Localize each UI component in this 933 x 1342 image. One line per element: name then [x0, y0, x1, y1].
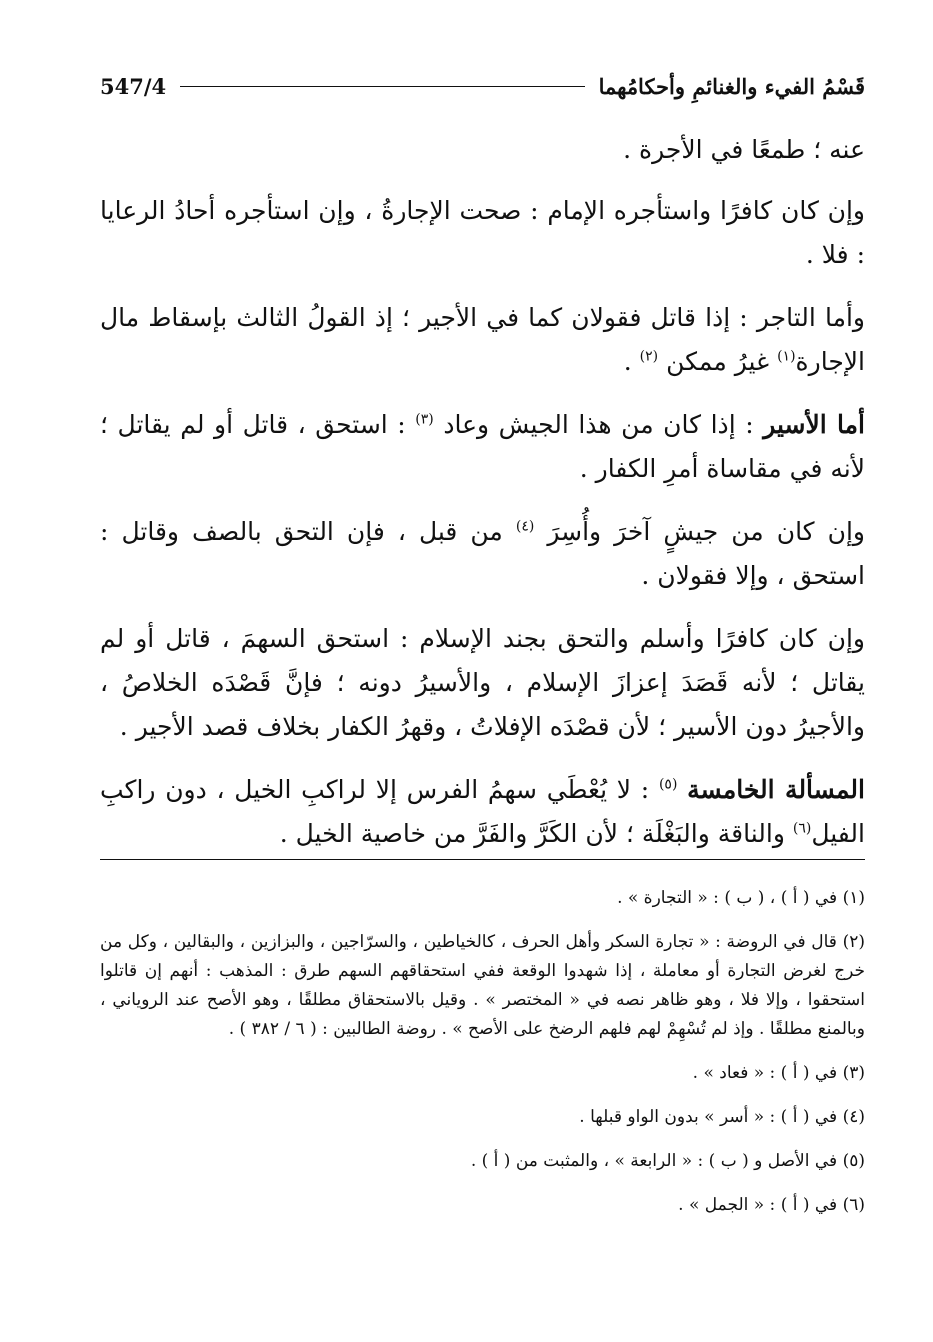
paragraph-5 [100, 510, 865, 598]
page-number: 547/4 [100, 73, 167, 99]
footnote-6: (٦) في ( أ ) : « الجمل » . [678, 1195, 865, 1215]
footnote-ref-5[interactable]: (٥) [658, 776, 678, 793]
footnote-5: (٥) في الأصل و ( ب ) : « الرابعة » ، والمثبت من ( أ ) . [470, 1151, 865, 1171]
paragraph-3-text-b: غيرُ ممكن [658, 347, 778, 376]
main-text [100, 128, 865, 875]
section-lead-prisoner: أما الأسير [763, 410, 865, 439]
header-rule [180, 86, 584, 87]
paragraph-3 [100, 296, 865, 384]
footnote-3: (٣) في ( أ ) : « فعاد » . [692, 1063, 865, 1083]
footnote-ref-6[interactable]: (٦) [792, 820, 812, 837]
footnote-separator [100, 859, 865, 860]
paragraph-1: عنه ؛ طمعًا في الأجرة . [623, 135, 865, 164]
paragraph-3-text-a: وأما التاجر : إذا قاتل فقولان كما في الأجير ؛ إذ القولُ الثالث بإسقاط مال الإجارة [100, 303, 865, 376]
paragraph-7 [100, 768, 865, 856]
paragraph-3-text-c: . [623, 347, 640, 376]
footnote-4: (٤) في ( أ ) : « أسر » بدون الواو قبلها . [579, 1107, 865, 1127]
running-title: قَسْمُ الفيء والغنائمِ وأحكامُهما [598, 73, 865, 99]
footnote-ref-2[interactable]: (٢) [639, 348, 659, 365]
paragraph-2: وإن كان كافرًا واستأجره الإمام : صحت الإجارةُ ، وإن استأجره أحادُ الرعايا : فلا . [100, 196, 865, 269]
footnote-ref-3[interactable]: (٣) [415, 411, 434, 428]
paragraph-4 [100, 403, 865, 491]
footnote-2: (٢) قال في الروضة : « تجارة السكر وأهل الحرف ، كالخياطين ، والسرّاجين ، والبزازين ، والبقالين ، وكل من خرج لغرض التجارة أو معاملة ، إذا شهدوا الوقعة ففي استحقاقهم السهم طرق : المذهب : أنهم إن قاتلوا استحقوا ، وإلا فلا ، وهو ظاهر نصه في « المختصر » . وقيل بالاستحقاق مطلقًا ، وهو الأصح عند الروياني ، وبالمنع مطلقًا . وإذ لم تُسْهِمْ لهم فلهم الرضخ على الأصح » . روضة الطالبين : ( ٦ / ٣٨٢ ) . [100, 932, 865, 1039]
paragraph-5-text-b: من قبل ، فإن التحق بالصف وقاتل : استحق ، وإلا فقولان . [100, 517, 865, 590]
footnote-ref-1[interactable]: (١) [777, 348, 796, 365]
paragraph-4-text-b: : استحق ، قاتل أو لم يقاتل ؛ لأنه في مقاساة أمرِ الكفار . [100, 410, 865, 483]
paragraph-7-text-a: : لا يُعْطَي سهمُ الفرس إلا لراكبِ الخيل ، دون راكبِ الفيل [100, 775, 865, 848]
paragraph-5-text-a: وإن كان من جيشٍ آخرَ وأُسِرَ [534, 517, 865, 546]
section-lead-fifth-issue: المسألة الخامسة [687, 775, 865, 804]
paragraph-7-text-b: والناقة والبَغْلَة ؛ لأن الكَرَّ والفَرَّ من خاصية الخيل . [279, 819, 793, 848]
paragraph-4-text-a: : إذا كان من هذا الجيش وعاد [433, 410, 764, 439]
paragraph-6: وإن كان كافرًا وأسلم والتحق بجند الإسلام : استحق السهمَ ، قاتل أو لم يقاتل ؛ لأنه قَصَدَ إعزازَ الإسلام ، والأسيرُ دونه ؛ فإنَّ قَصْدَه الخلاصُ ، والأجيرُ دون الأسير ؛ لأن قصْدَه الإفلاتُ ، وقهرُ الكفار بخلاف قصد الأجير . [100, 624, 865, 741]
footnotes [100, 884, 865, 1235]
footnote-1: (١) في ( أ ) ، ( ب ) : « التجارة » . [617, 888, 865, 908]
page-header [100, 68, 865, 104]
footnote-ref-4[interactable]: (٤) [515, 518, 535, 535]
